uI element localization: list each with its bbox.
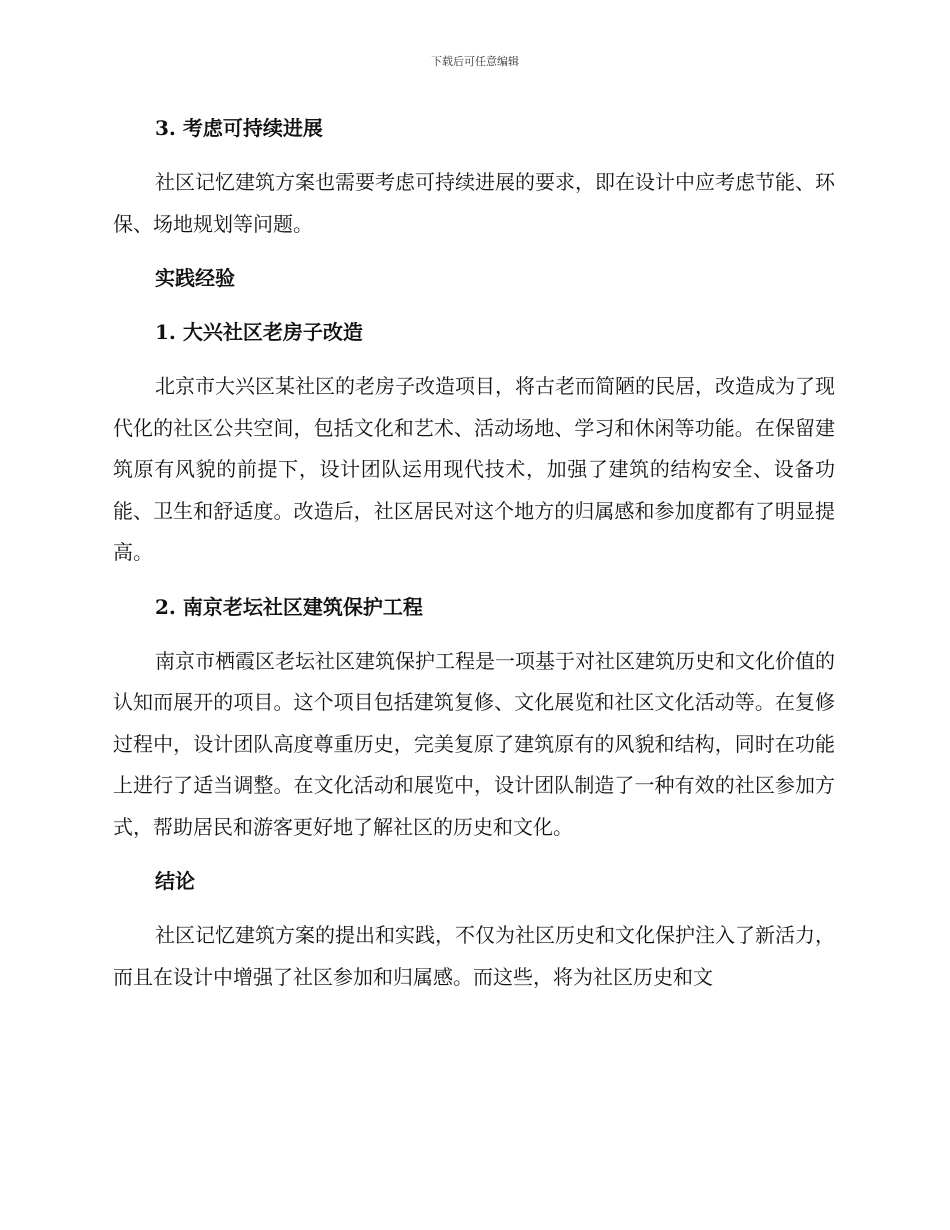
paragraph-nanjing: 南京市栖霞区老坛社区建筑保护工程是一项基于对社区建筑历史和文化价值的认知而展开的项目。这个项目包括建筑复修、文化展览和社区文化活动等。在复修过程中，设计团队高度尊重历史，完美复原了建筑原有的风貌和结构，同时在功能上进行了适当调整。在文化活动和展览中，设计团队制造了一种有效的社区参加方式，帮助居民和游客更好地了解社区的历史和文化。 bbox=[113, 648, 835, 839]
document-body bbox=[113, 108, 835, 1011]
paragraph-sustainable: 社区记忆建筑方案也需要考虑可持续进展的要求，即在设计中应考虑节能、环保、场地规划等问题。 bbox=[113, 170, 835, 236]
subheading-daxing: 1. 大兴社区老房子改造 bbox=[155, 320, 363, 344]
section-heading-conclusion: 结论 bbox=[155, 869, 195, 893]
paragraph-daxing: 北京市大兴区某社区的老房子改造项目，将古老而简陋的民居，改造成为了现代化的社区公共空间，包括文化和艺术、活动场地、学习和休闲等功能。在保留建筑原有风貌的前提下，设计团队运用现代技术，加强了建筑的结构安全、设备功能、卫生和舒适度。改造后，社区居民对这个地方的归属感和参加度都有了明显提高。 bbox=[113, 374, 835, 564]
paragraph-conclusion: 社区记忆建筑方案的提出和实践，不仅为社区历史和文化保护注入了新活力，而且在设计中增强了社区参加和归属感。而这些，将为社区历史和文 bbox=[113, 923, 835, 989]
page-header: 下载后可任意编辑 bbox=[431, 55, 519, 68]
subheading-nanjing: 2. 南京老坛社区建筑保护工程 bbox=[155, 594, 423, 619]
section-heading-practice: 实践经验 bbox=[155, 266, 235, 290]
section-heading-sustainable: 3. 考虑可持续进展 bbox=[155, 116, 323, 140]
